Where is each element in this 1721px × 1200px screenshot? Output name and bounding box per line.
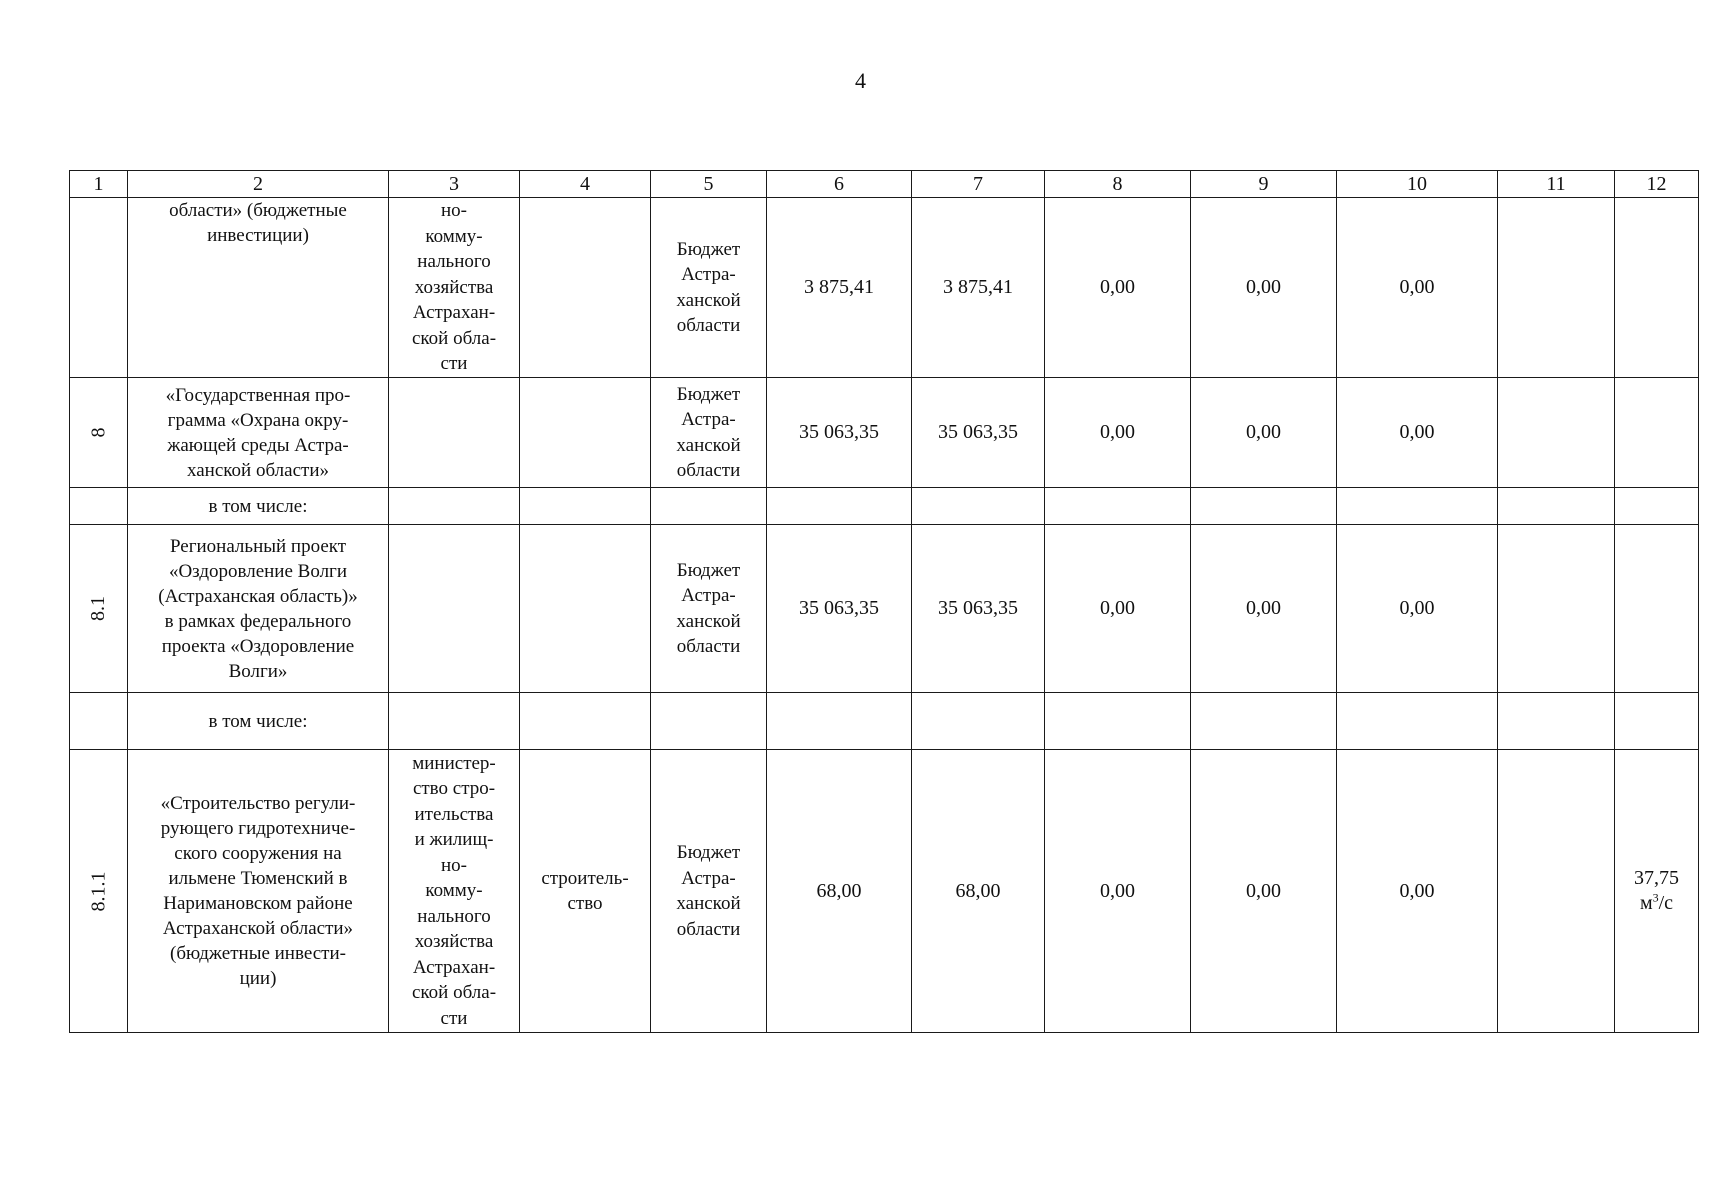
row-col-8: 0,00 (1045, 525, 1191, 693)
row-executor (389, 693, 520, 750)
row-type (520, 693, 651, 750)
row-col-6: 35 063,35 (767, 378, 912, 488)
table-row (70, 488, 1699, 525)
col-header-3: 3 (389, 171, 520, 198)
row-source: Бюджет Астра- ханской области (651, 750, 767, 1033)
row-col-8: 0,00 (1045, 198, 1191, 378)
row-col-9: 0,00 (1191, 525, 1337, 693)
row-col-9 (1191, 693, 1337, 750)
col-header-11: 11 (1498, 171, 1615, 198)
table-row (70, 525, 1699, 693)
row-col-6: 3 875,41 (767, 198, 912, 378)
row-col-11 (1498, 525, 1615, 693)
row-col-11 (1498, 750, 1615, 1033)
col-header-4: 4 (520, 171, 651, 198)
row-source: Бюджет Астра- ханской области (651, 198, 767, 378)
row-col-6: 35 063,35 (767, 525, 912, 693)
row-col-10 (1337, 693, 1498, 750)
row-col-8: 0,00 (1045, 378, 1191, 488)
row-col-10: 0,00 (1337, 525, 1498, 693)
row-col-12 (1615, 525, 1699, 693)
row-col-9: 0,00 (1191, 378, 1337, 488)
col-header-8: 8 (1045, 171, 1191, 198)
row-col-8 (1045, 693, 1191, 750)
row-executor (389, 378, 520, 488)
row-col-10: 0,00 (1337, 750, 1498, 1033)
row-source (651, 693, 767, 750)
row-col-8 (1045, 488, 1191, 525)
row-col-11 (1498, 198, 1615, 378)
row-col-11 (1498, 693, 1615, 750)
row-name: «Государственная про- грамма «Охрана окру- жающей среды Астра- ханской области» (128, 378, 389, 488)
row-number: 8.1 (70, 525, 128, 693)
table-row (70, 693, 1699, 750)
row-col-12 (1615, 693, 1699, 750)
row-source: Бюджет Астра- ханской области (651, 525, 767, 693)
row-number (70, 693, 128, 750)
row-name: Региональный проект «Оздоровление Волги (Астраханская область)» в рамках федерального проекта «Оздоровление Волги» (128, 525, 389, 693)
row-col-11 (1498, 378, 1615, 488)
row-name: «Строительство регули- рующего гидротехниче- ского сооружения на ильмене Тюменский в Наримановском районе Астраханской области» (бюджетные инвести- ции) (128, 750, 389, 1033)
row-number: 8 (70, 378, 128, 488)
row-type (520, 378, 651, 488)
row-col-10: 0,00 (1337, 378, 1498, 488)
row-col-12 (1615, 378, 1699, 488)
col-header-6: 6 (767, 171, 912, 198)
row-col-9: 0,00 (1191, 750, 1337, 1033)
row-source: Бюджет Астра- ханской области (651, 378, 767, 488)
row-col-8: 0,00 (1045, 750, 1191, 1033)
row-col-7: 35 063,35 (912, 525, 1045, 693)
row-type (520, 525, 651, 693)
page-number: 4 (855, 68, 866, 93)
row-name: области» (бюджетные инвестиции) (128, 198, 389, 378)
row-col-12 (1615, 198, 1699, 378)
row-col-7: 3 875,41 (912, 198, 1045, 378)
row-type: строитель- ство (520, 750, 651, 1033)
row-col-12 (1615, 750, 1699, 1033)
row-col-6: 68,00 (767, 750, 912, 1033)
row-executor (389, 525, 520, 693)
col-header-10: 10 (1337, 171, 1498, 198)
row-number (70, 488, 128, 525)
row-executor: министер- ство стро- ительства и жилищ- но- комму- нального хозяйства Астрахан- ской обла- сти (389, 750, 520, 1033)
table-row (70, 378, 1699, 488)
row-col-7: 68,00 (912, 750, 1045, 1033)
col-header-7: 7 (912, 171, 1045, 198)
row-name: в том числе: (128, 693, 389, 750)
row-source (651, 488, 767, 525)
col-header-12: 12 (1615, 171, 1699, 198)
row-type (520, 198, 651, 378)
row-executor: но- комму- нального хозяйства Астрахан- ской обла- сти (389, 198, 520, 378)
row-col-7 (912, 488, 1045, 525)
row-executor (389, 488, 520, 525)
row-number (70, 198, 128, 378)
row-col-10 (1337, 488, 1498, 525)
row-col-10: 0,00 (1337, 198, 1498, 378)
col-header-9: 9 (1191, 171, 1337, 198)
row-col-12 (1615, 488, 1699, 525)
row-col-7: 35 063,35 (912, 378, 1045, 488)
capacity-unit: $м^3/с$ (1639, 890, 1674, 914)
col-header-1: 1 (70, 171, 128, 198)
row-type (520, 488, 651, 525)
row-number: 8.1.1 (70, 750, 128, 1033)
table-row (70, 198, 1699, 378)
header-row (70, 171, 1699, 198)
col-header-5: 5 (651, 171, 767, 198)
col-header-2: 2 (128, 171, 389, 198)
capacity-value: 37,75 (1634, 867, 1679, 889)
table-row (70, 750, 1699, 1033)
row-col-9: 0,00 (1191, 198, 1337, 378)
row-col-9 (1191, 488, 1337, 525)
row-col-11 (1498, 488, 1615, 525)
budget-table (69, 170, 1699, 1033)
row-col-7 (912, 693, 1045, 750)
row-name: в том числе: (128, 488, 389, 525)
row-col-6 (767, 488, 912, 525)
row-col-6 (767, 693, 912, 750)
